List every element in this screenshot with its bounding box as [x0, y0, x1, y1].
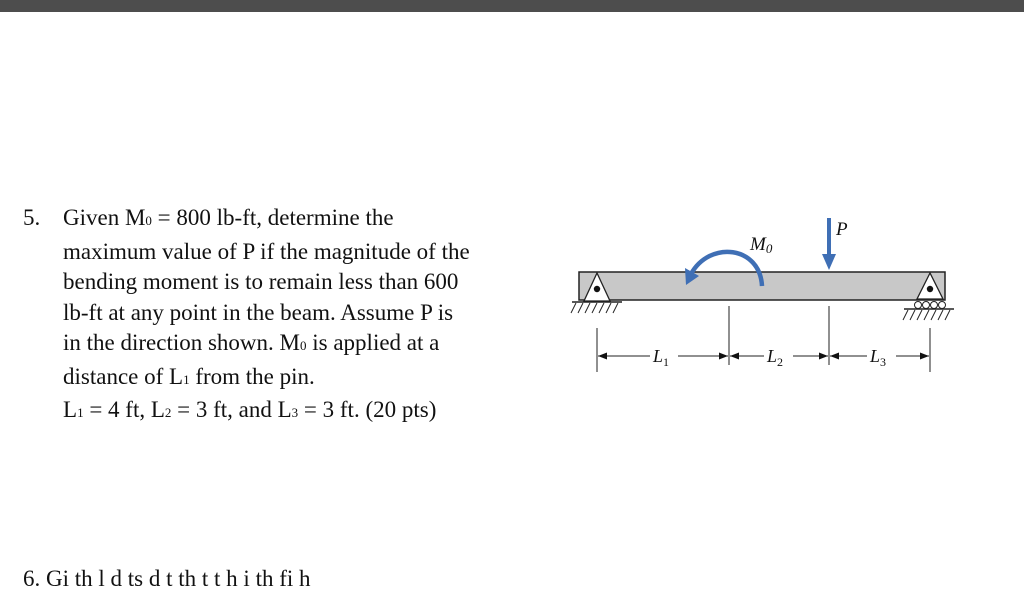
problem-line: in the direction shown. M0 is applied at a: [63, 330, 440, 355]
moment-label: M0: [750, 234, 773, 256]
dim-label-l2: $L_2$: [767, 346, 784, 369]
load-label: P: [836, 219, 848, 240]
problem-statement: [63, 203, 543, 429]
beam-figure: [560, 210, 960, 380]
problem-line: distance of L1 from the pin.: [63, 363, 315, 389]
dim-label-l3: $L_3$: [870, 346, 887, 369]
problem-line: Given M0 = 800 lb-ft, determine the: [63, 205, 394, 230]
window-top-bar: [0, 0, 1024, 12]
problem-number: 5.: [23, 205, 41, 230]
problem-line: bending moment is to remain less than 600: [63, 269, 459, 294]
dim-label-l1: $L_1$: [653, 346, 670, 369]
problem-line: lb-ft at any point in the beam. Assume P is: [63, 299, 454, 325]
next-problem-partial: 6. Gi th l d ts d t th t t h i th fi h: [23, 566, 311, 591]
load-arrow: [822, 218, 836, 270]
problem-line: maximum value of P if the magnitude of the: [63, 238, 470, 264]
problem-line: L1 = 4 ft, L2 = 3 ft, and L3 = 3 ft. (20 pts): [63, 397, 437, 422]
